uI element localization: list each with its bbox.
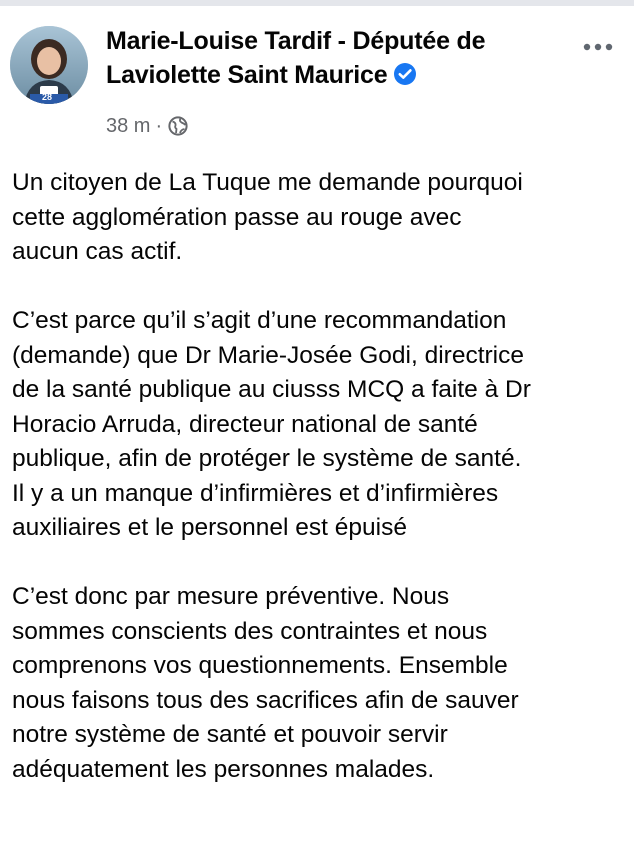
post-paragraph-2 xyxy=(12,304,624,546)
globe-icon[interactable] xyxy=(168,116,188,136)
text-line: Un citoyen de La Tuque me demande pourquoi xyxy=(12,169,523,196)
post-body xyxy=(12,166,624,822)
text-line: publique, afin de protéger le système de santé. xyxy=(12,445,522,472)
author-name-line2[interactable]: Laviolette Saint Maurice xyxy=(106,61,388,89)
meta-separator: · xyxy=(155,115,163,137)
author-name[interactable] xyxy=(106,24,556,92)
text-line: adéquatement les personnes malades. xyxy=(12,755,435,783)
text-line: aucun cas actif. xyxy=(12,238,183,265)
text-line: C’est parce qu’il s’agit d’une recommandation xyxy=(12,307,507,334)
avatar-badge: 28 xyxy=(42,92,53,102)
text-line: sommes conscients des contraintes et nous xyxy=(12,617,488,645)
text-line: comprenons vos questionnements. Ensemble xyxy=(12,652,508,679)
post-header xyxy=(10,24,624,144)
text-line: nous faisons tous des sacrifices afin de sauver xyxy=(12,686,519,714)
post-meta xyxy=(106,114,188,138)
text-line: de la santé publique au ciusss MCQ a faite à Dr xyxy=(12,376,531,403)
verified-badge-icon xyxy=(393,61,417,85)
text-line: C’est donc par mesure préventive. Nous xyxy=(12,583,450,610)
post-timestamp[interactable]: 38 m xyxy=(106,115,151,137)
avatar[interactable] xyxy=(10,26,88,104)
facebook-post xyxy=(0,6,634,858)
more-options-icon[interactable] xyxy=(580,38,616,56)
text-line: notre système de santé et pouvoir servir xyxy=(12,721,448,748)
text-line: Horacio Arruda, directeur national de santé xyxy=(12,410,478,438)
post-paragraph-1 xyxy=(12,166,624,270)
text-line: auxiliaires et le personnel est épuisé xyxy=(12,514,407,541)
post-paragraph-3 xyxy=(12,580,624,787)
text-line: Il y a un manque d’infirmières et d’infirmières xyxy=(12,479,499,507)
text-line: (demande) que Dr Marie-Josée Godi, directrice xyxy=(12,341,524,369)
text-line: cette agglomération passe au rouge avec xyxy=(12,203,462,231)
author-name-line1[interactable]: Marie-Louise Tardif - Députée de xyxy=(106,27,486,55)
